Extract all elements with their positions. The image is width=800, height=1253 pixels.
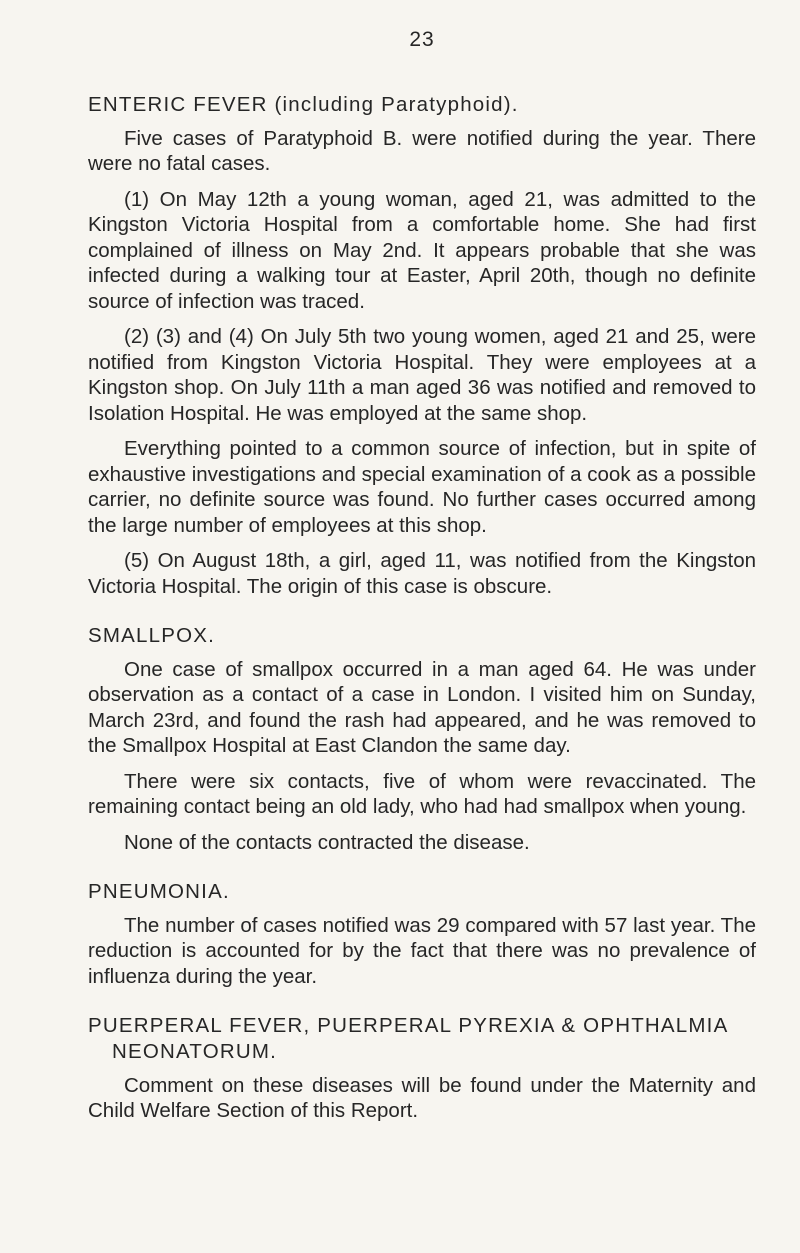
paragraph: (5) On August 18th, a girl, aged 11, was notified from the Kingston Victoria Hospital. The origin of this case is obscure. [88, 549, 756, 598]
section-heading: SMALLPOX. [88, 624, 216, 648]
section-enteric-fever [88, 92, 756, 599]
paragraph: Everything pointed to a common source of infection, but in spite of exhaustive investigations and special examination of a cook as a possible carrier, no definite source was found. No further cases occurred among the large number of employees at this shop. [88, 437, 756, 537]
section-smallpox [88, 623, 756, 855]
section-heading: PNEUMONIA. [88, 880, 230, 904]
paragraph: One case of smallpox occurred in a man aged 64. He was under observation as a contact of a case in London. I visited him on Sunday, March 23rd, and found the rash had appeared, and he was removed to the Smallpox Hospital at East Clandon the same day. [88, 657, 756, 758]
paragraph: Comment on these diseases will be found under the Maternity and Child Welfare Section of this Report. [88, 1073, 756, 1123]
section-pneumonia [88, 879, 756, 989]
section-heading: PUERPERAL FEVER, PUERPERAL PYREXIA & OPHTHALMIA NEONATORUM. [88, 1014, 728, 1063]
section-heading: ENTERIC FEVER (including Paratyphoid). [88, 93, 519, 116]
paragraph: There were six contacts, five of whom were revaccinated. The remaining contact being an old lady, who had had smallpox when young. [88, 769, 756, 819]
paragraph: None of the contacts contracted the disease. [124, 830, 530, 854]
paragraph: Five cases of Paratyphoid B. were notified during the year. There were no fatal cases. [88, 126, 756, 176]
paragraph: The number of cases notified was 29 compared with 57 last year. The reduction is accounted for by the fact that there was no prevalence of influenza during the year. [88, 913, 756, 988]
page-number: 23 [409, 28, 435, 51]
section-puerperal [88, 1013, 756, 1123]
paragraph: (2) (3) and (4) On July 5th two young women, aged 21 and 25, were notified from Kingston Victoria Hospital. They were employees at a Kingston shop. On July 11th a man aged 36 was notified and removed to Isolation Hospital. He was employed at the same shop. [88, 325, 756, 425]
paragraph: (1) On May 12th a young woman, aged 21, was admitted to the Kingston Victoria Hospital from a comfortable home. She had first complained of illness on May 2nd. It appears probable that she was infected during a walking tour at Easter, April 20th, though no definite source of infection was traced. [88, 187, 756, 313]
